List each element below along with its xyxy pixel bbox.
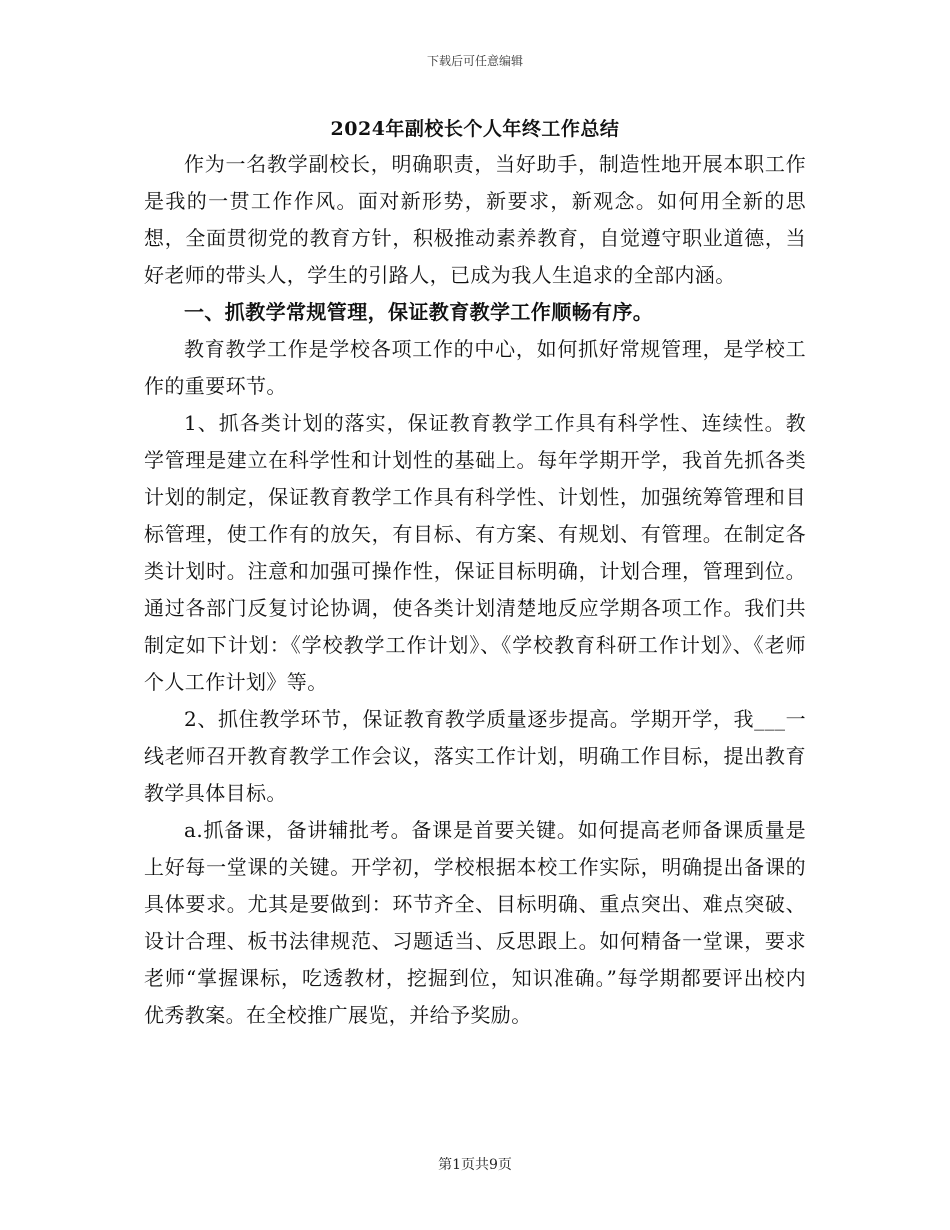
document-body — [144, 146, 806, 1034]
paragraph-item-2: 2、抓住教学环节，保证教育教学质量逐步提高。学期开学，我___一线老师召开教育教学工作会议，落实工作计划，明确工作目标，提出教育教学具体目标。 — [144, 707, 806, 805]
page-number: 第1页共9页 — [438, 1157, 512, 1173]
page-header-note: 下载后可任意编辑 — [426, 54, 523, 68]
section-heading-1: 一、抓教学常规管理，保证教育教学工作顺畅有序。 — [184, 300, 654, 324]
paragraph-intro: 作为一名教学副校长，明确职责，当好助手，制造性地开展本职工作是我的一贯工作作风。面对新形势，新要求，新观念。如何用全新的思想，全面贯彻党的教育方针，积极推动素养教育，自觉遵守职业道德，当好老师的带头人，学生的引路人，已成为我人生追求的全部内涵。 — [144, 152, 806, 287]
paragraph-section-intro: 教育教学工作是学校各项工作的中心，如何抓好常规管理，是学校工作的重要环节。 — [144, 337, 806, 398]
paragraph-item-1: 1、抓各类计划的落实，保证教育教学工作具有科学性、连续性。教学管理是建立在科学性和计划性的基础上。每年学期开学，我首先抓各类计划的制定，保证教育教学工作具有科学性、计划性，加强统筹管理和目标管理，使工作有的放矢，有目标、有方案、有规划、有管理。在制定各类计划时。注意和加强可操作性，保证目标明确，计划合理，管理到位。通过各部门反复讨论协调，使各类计划清楚地反应学期各项工作。我们共制定如下计划：《学校教学工作计划》、《学校教育科研工作计划》、《老师个人工作计划》等。 — [144, 411, 806, 694]
paragraph-item-a: a.抓备课，备讲辅批考。备课是首要关键。如何提高老师备课质量是上好每一堂课的关键。开学初，学校根据本校工作实际，明确提出备课的具体要求。尤其是要做到：环节齐全、目标明确、重点突出、难点突破、设计合理、板书法律规范、习题适当、反思跟上。如何精备一堂课，要求老师“掌握课标，吃透教材，挖掘到位，知识准确。”每学期都要评出校内优秀教案。在全校推广展览，并给予奖励。 — [144, 818, 806, 1027]
document-title: 2024年副校长个人年终工作总结 — [330, 118, 620, 140]
